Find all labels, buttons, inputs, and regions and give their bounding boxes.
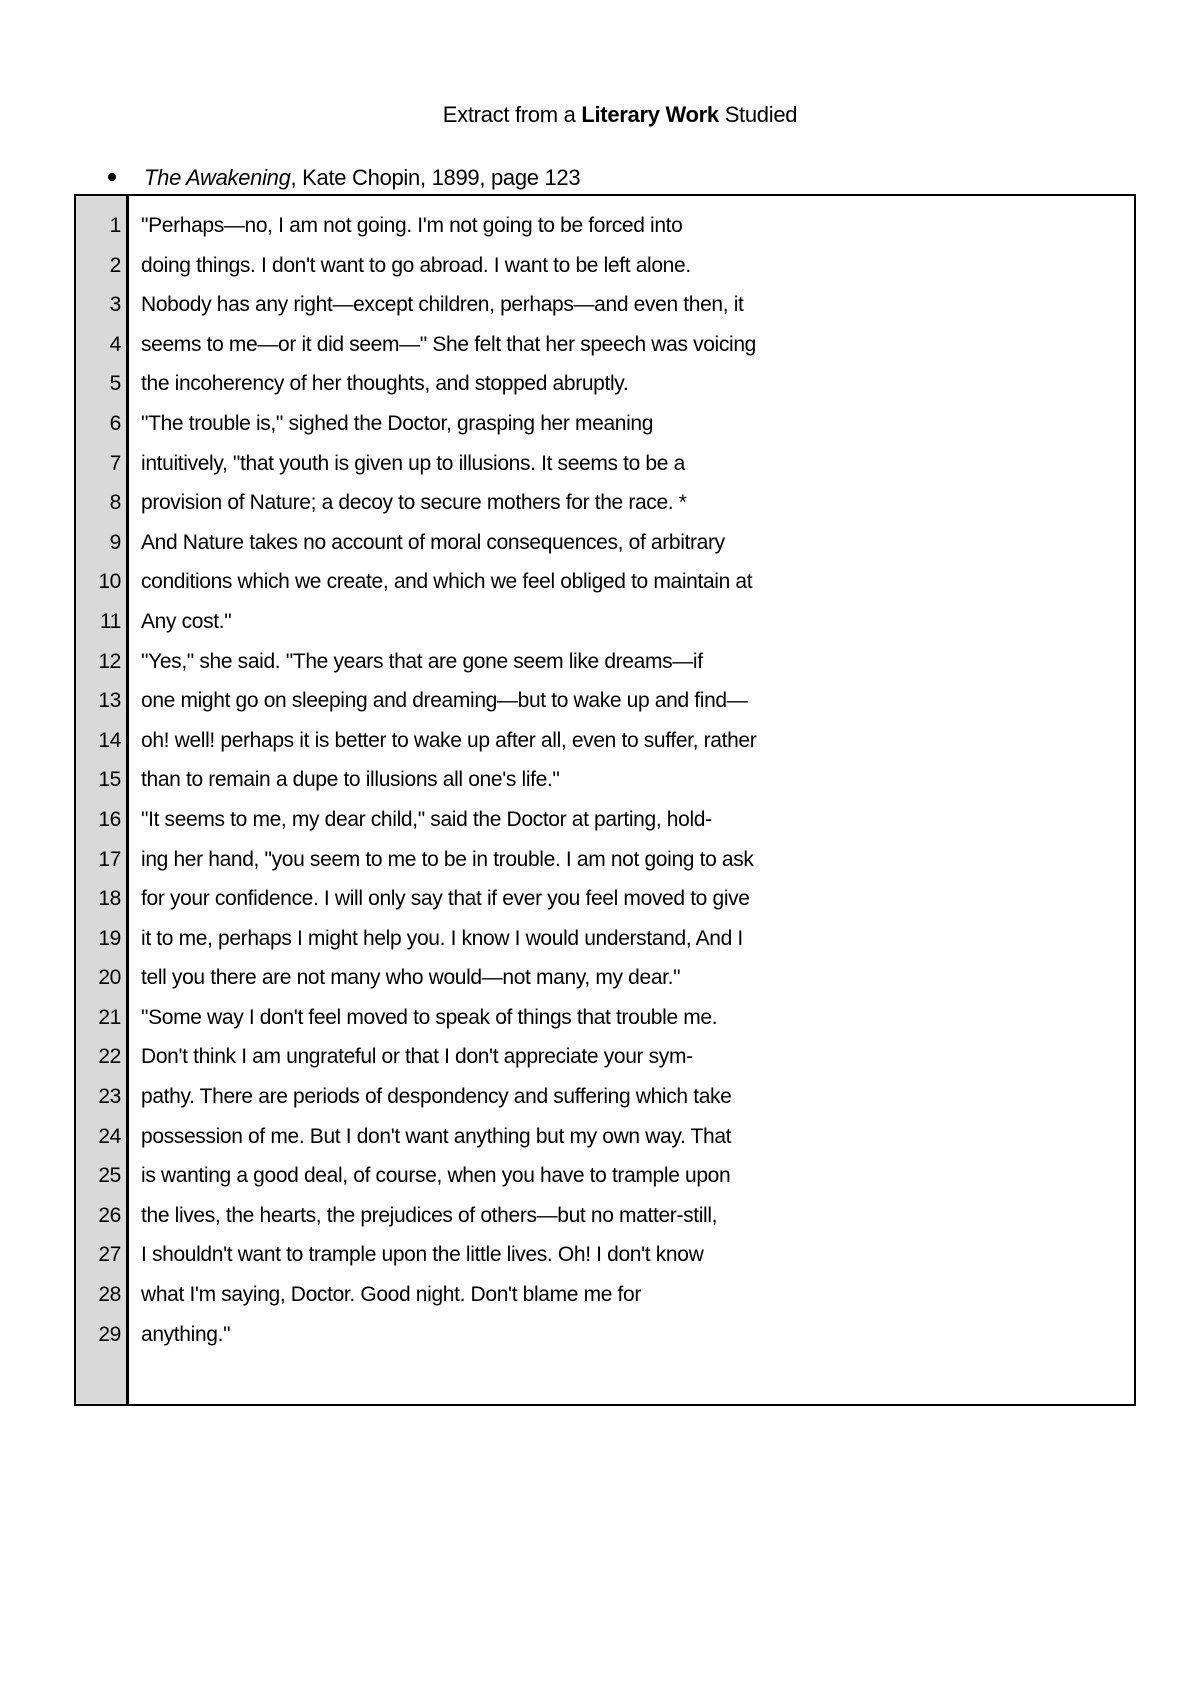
- line-number: 25: [98, 1164, 121, 1188]
- line-number: 12: [98, 649, 121, 673]
- extract-lines: [76, 206, 1134, 1354]
- line-number: 1: [109, 214, 121, 237]
- line-text: anything.": [141, 1322, 231, 1346]
- line-text: what I'm saying, Doctor. Good night. Don't blame me for: [141, 1283, 642, 1307]
- line-text: the lives, the hearts, the prejudices of others—but no matter-still,: [141, 1203, 718, 1227]
- line-number: 26: [98, 1203, 121, 1227]
- line-number: 23: [98, 1085, 121, 1109]
- title-prefix: Extract from a: [442, 102, 576, 127]
- extract-line: [76, 523, 1134, 563]
- line-number: 7: [109, 451, 121, 475]
- line-text: "Perhaps—no, I am not going. I'm not going to be forced into: [141, 214, 683, 237]
- extract-line: [76, 721, 1134, 761]
- line-text: "Yes," she said. "The years that are gone seem like dreams—if: [141, 649, 703, 673]
- extract-line: [76, 919, 1134, 959]
- line-text: intuitively, "that youth is given up to illusions. It seems to be a: [141, 451, 685, 475]
- extract-line: [76, 1196, 1134, 1236]
- line-number: 17: [98, 847, 121, 871]
- extract-line: [76, 1275, 1134, 1315]
- line-number: 29: [98, 1322, 121, 1346]
- line-text: And Nature takes no account of moral consequences, of arbitrary: [141, 530, 725, 554]
- extract-line: [76, 998, 1134, 1038]
- line-text: is wanting a good deal, of course, when you have to trample upon: [141, 1164, 731, 1188]
- extract-line: [76, 562, 1134, 602]
- line-text: the incoherency of her thoughts, and stopped abruptly.: [141, 372, 629, 396]
- extract-line: [76, 444, 1134, 484]
- extract-line: [76, 364, 1134, 404]
- line-number: 5: [109, 372, 121, 396]
- line-text: "The trouble is," sighed the Doctor, grasping her meaning: [141, 411, 654, 435]
- line-number: 18: [98, 887, 121, 911]
- line-number: 22: [98, 1045, 121, 1069]
- line-text: tell you there are not many who would—not many, my dear.": [141, 966, 681, 990]
- extract-line: [76, 1235, 1134, 1275]
- extract-line: [76, 1077, 1134, 1117]
- extract-line: [76, 1315, 1134, 1355]
- extract-line: [76, 1117, 1134, 1157]
- line-number: 6: [109, 411, 121, 435]
- line-number: 27: [98, 1243, 121, 1267]
- line-text: pathy. There are periods of despondency and suffering which take: [141, 1085, 732, 1109]
- extract-line: [76, 1156, 1134, 1196]
- line-text: it to me, perhaps I might help you. I know I would understand, And I: [141, 926, 743, 950]
- line-text: than to remain a dupe to illusions all one's life.": [141, 768, 560, 792]
- line-text: possession of me. But I don't want anything but my own way. That: [141, 1124, 732, 1148]
- line-text: Don't think I am ungrateful or that I don't appreciate your sym-: [141, 1045, 693, 1069]
- extract-line: [76, 206, 1134, 246]
- line-number: 13: [98, 689, 121, 713]
- extract-line: [76, 1037, 1134, 1077]
- page-title: [0, 102, 1200, 128]
- line-number: 20: [98, 966, 121, 990]
- line-text: one might go on sleeping and dreaming—but to wake up and find—: [141, 689, 748, 713]
- work-title: The Awakening: [144, 165, 291, 190]
- extract-line: [76, 404, 1134, 444]
- extract-line: [76, 760, 1134, 800]
- line-text: seems to me—or it did seem—" She felt that her speech was voicing: [141, 332, 756, 356]
- line-number: 9: [109, 530, 121, 554]
- line-text: Nobody has any right—except children, perhaps—and even then, it: [141, 293, 744, 317]
- extract-line: [76, 602, 1134, 642]
- line-number: 11: [99, 609, 121, 633]
- line-number: 24: [98, 1124, 121, 1148]
- line-text: for your confidence. I will only say that if ever you feel moved to give: [141, 887, 750, 911]
- line-text: oh! well! perhaps it is better to wake up after all, even to suffer, rather: [141, 728, 757, 752]
- line-number: 14: [98, 728, 121, 752]
- line-text: Any cost.": [141, 609, 232, 633]
- extract-line: [76, 958, 1134, 998]
- line-text: conditions which we create, and which we feel obliged to maintain at: [141, 570, 753, 594]
- line-number: 10: [98, 570, 121, 594]
- line-number: 21: [98, 1005, 121, 1029]
- line-number: 19: [98, 926, 121, 950]
- line-text: "Some way I don't feel moved to speak of things that trouble me.: [141, 1005, 718, 1029]
- extract-line: [76, 246, 1134, 286]
- line-number: 16: [98, 807, 121, 831]
- bullet-icon: [108, 173, 116, 181]
- extract-line: [76, 325, 1134, 365]
- line-number: 15: [98, 768, 121, 792]
- extract-line: [76, 879, 1134, 919]
- extract-line: [76, 483, 1134, 523]
- extract-box: [74, 194, 1136, 1406]
- extract-line: [76, 800, 1134, 840]
- line-number: 4: [109, 332, 121, 356]
- line-text: ing her hand, "you seem to me to be in trouble. I am not going to ask: [141, 847, 754, 871]
- source-citation: [108, 165, 580, 191]
- line-text: doing things. I don't want to go abroad. I want to be left alone.: [141, 253, 691, 277]
- source-details: , Kate Chopin, 1899, page 123: [290, 165, 581, 190]
- line-number: 8: [109, 491, 121, 515]
- line-text: "It seems to me, my dear child," said the Doctor at parting, hold-: [141, 807, 712, 831]
- line-number: 3: [109, 293, 121, 317]
- line-text: provision of Nature; a decoy to secure mothers for the race. *: [141, 491, 687, 515]
- line-text: I shouldn't want to trample upon the little lives. Oh! I don't know: [141, 1243, 704, 1267]
- title-suffix: Studied: [724, 102, 798, 127]
- extract-line: [76, 840, 1134, 880]
- extract-line: [76, 285, 1134, 325]
- extract-line: [76, 681, 1134, 721]
- title-bold: Literary Work: [581, 102, 719, 127]
- line-number: 28: [98, 1283, 121, 1307]
- extract-line: [76, 642, 1134, 682]
- line-number: 2: [109, 253, 121, 277]
